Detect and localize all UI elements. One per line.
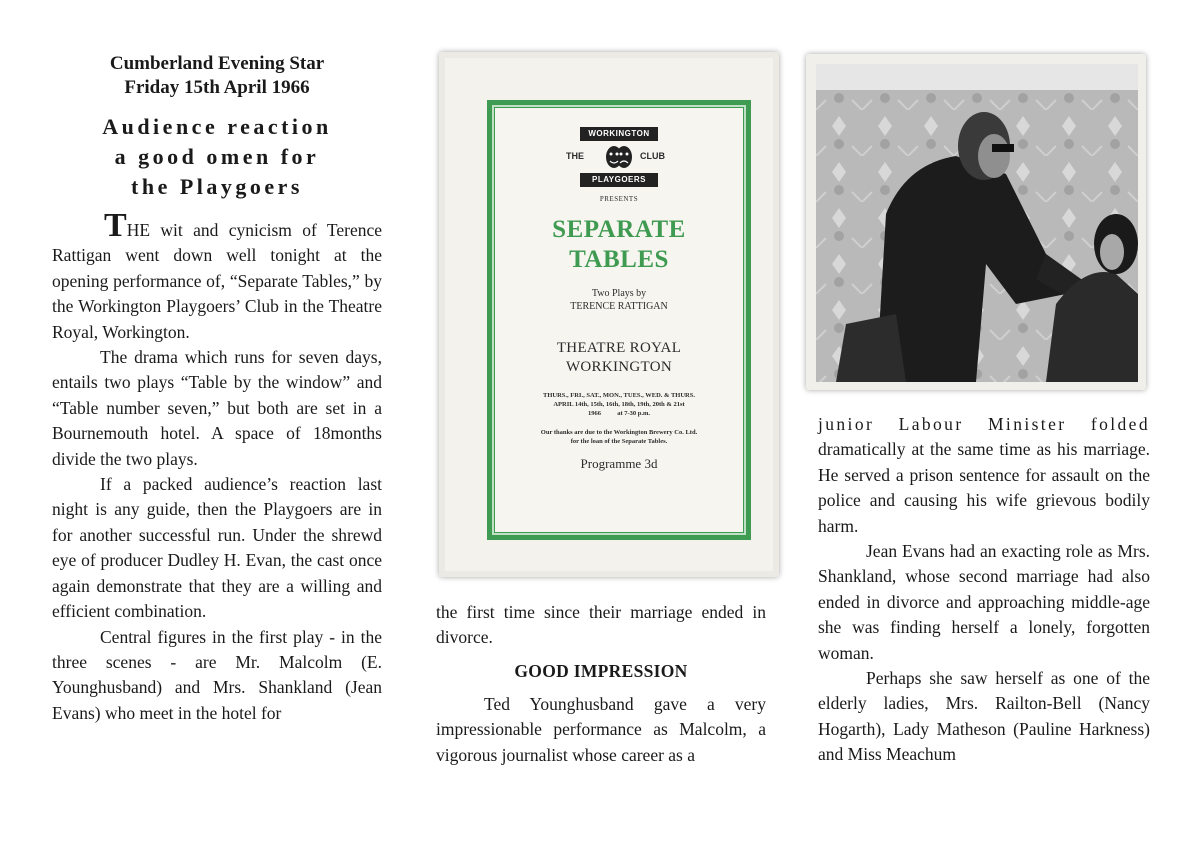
presents-label: PRESENTS <box>599 195 639 203</box>
newspaper-name: Cumberland Evening Star <box>109 53 325 74</box>
headline-line-1: Audience reaction <box>102 114 332 139</box>
paragraph-6: Ted Younghusband gave a very impressionable performance as Malcolm, a vigorous journalist whose career as a <box>436 693 766 765</box>
article-column-1 <box>52 52 382 726</box>
theatre-masks-icon <box>604 141 634 173</box>
programme-border <box>487 100 751 540</box>
article-column-3 <box>818 412 1150 768</box>
drop-cap: T <box>104 207 127 244</box>
paragraph-8: Jean Evans had an exacting role as Mrs. Shankland, whose second marriage had also ended in divorce and approaching middle-age she was finding herself a lonely, forgotten woman. <box>818 541 1150 663</box>
programme-dates: THURS., FRI., SAT., MON., TUES., WED. & THURS. APRIL 14th, 15th, 16th, 18th, 19th, 20th & 21st 1966 at 7-30 p.m. <box>543 392 695 417</box>
headline <box>52 112 382 202</box>
publication-date: Friday 15th April 1966 <box>124 77 310 98</box>
performance-photo <box>806 54 1146 390</box>
paragraph-3: If a packed audience’s reaction last night is any guide, then the Playgoers are in for another successful run. Under the shrewd eye of producer Dudley H. Evan, the cast once again demonstrate that they are a willing and efficient combination. <box>52 474 382 622</box>
paragraph-1: THE wit and cynicism of Terence Rattigan went down well tonight at the opening performance of, “Separate Tables,” by the Workington Playgoers’ Club in the Theatre Royal, Workington. <box>52 207 382 342</box>
playgoers-club-logo: WORKINGTON THE CLUB PLAYGOERS <box>544 127 694 193</box>
programme-thanks: Our thanks are due to the Workington Brewery Co. Ltd. for the loan of the Separate Tables. <box>540 429 698 445</box>
paragraph-4: Central figures in the first play - in the three scenes - are Mr. Malcolm (E. Younghusband) and Mrs. Shankland (Jean Evans) who meet in the hotel for <box>52 626 382 723</box>
actors-photo-illustration <box>816 64 1138 382</box>
programme-venue: THEATRE ROYAL WORKINGTON <box>556 340 682 375</box>
programme-paper <box>445 58 773 571</box>
paragraph-5: the first time since their marriage ended in divorce. <box>436 602 766 648</box>
article-column-2 <box>436 600 766 768</box>
photo-image <box>816 64 1138 382</box>
programme-price: Programme 3d <box>580 456 658 471</box>
paragraph-9: Perhaps she saw herself as one of the elderly ladies, Mrs. Railton-Bell (Nancy Hogarth), Lady Matheson (Pauline Harkness) and Miss Meachum <box>818 668 1150 765</box>
subheading: GOOD IMPRESSION <box>514 660 688 681</box>
programme-cover-image <box>439 52 779 577</box>
paragraph-7: junior Labour Minister folded dramatically at the same time as his marriage. He served a prison sentence for assault on the police and causing his wife grievous bodily harm. <box>818 414 1150 536</box>
column-1-body <box>52 207 382 726</box>
programme-title: SEPARATE TABLES <box>552 216 686 273</box>
headline-line-2: a good omen for <box>114 144 320 169</box>
newspaper-masthead <box>52 52 382 100</box>
paragraph-2: The drama which runs for seven days, entails two plays “Table by the window” and “Table number seven,” but both are set in a Bournemouth hotel. A space of 18months divide the two plays. <box>52 347 382 469</box>
headline-line-3: the Playgoers <box>131 174 303 199</box>
programme-subtitle: Two Plays by TERENCE RATTIGAN <box>570 288 668 312</box>
